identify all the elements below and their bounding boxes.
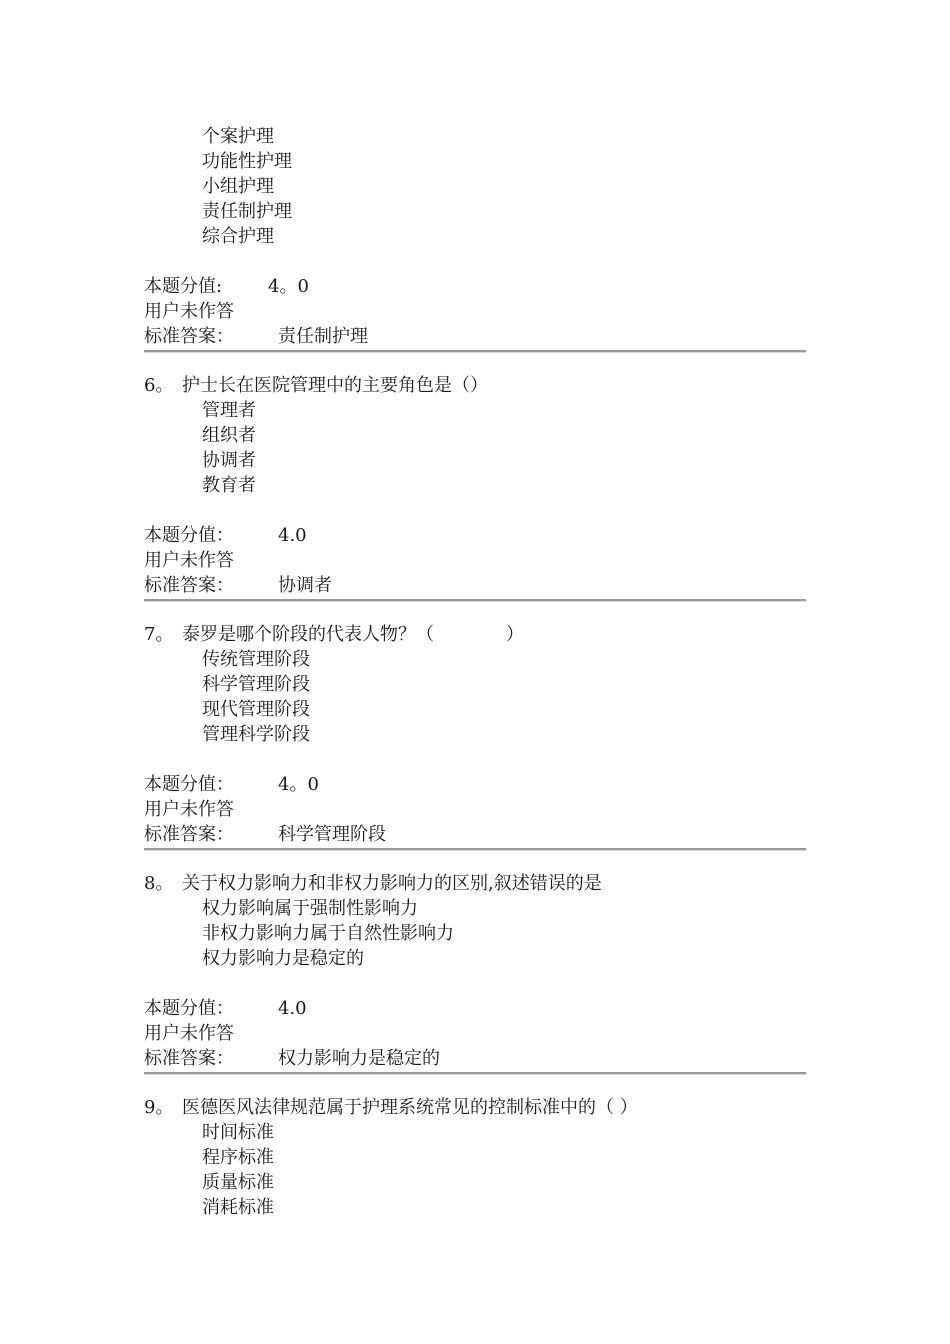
question-text-row bbox=[144, 622, 806, 647]
question-5-continued bbox=[144, 124, 806, 349]
answer-value: 责任制护理 bbox=[278, 326, 368, 347]
option: 权力影响力是稳定的 bbox=[202, 948, 364, 969]
score-label: 本题分值： bbox=[144, 525, 234, 546]
answer-value: 科学管理阶段 bbox=[278, 824, 386, 845]
option: 传统管理阶段 bbox=[202, 649, 310, 670]
question-text-row bbox=[144, 871, 806, 896]
score-row bbox=[144, 523, 806, 548]
score-value: 4。0 bbox=[268, 276, 309, 297]
answer-status: 用户未作答 bbox=[144, 799, 234, 820]
option: 管理科学阶段 bbox=[202, 724, 310, 745]
score-row bbox=[144, 772, 806, 797]
question-text: 护士长在医院管理中的主要角色是（） bbox=[182, 375, 488, 396]
divider bbox=[144, 599, 806, 602]
option: 管理者 bbox=[202, 400, 256, 421]
divider bbox=[144, 1072, 806, 1075]
question-6 bbox=[144, 373, 806, 598]
option: 权力影响属于强制性影响力 bbox=[202, 898, 418, 919]
score-label: 本题分值: bbox=[144, 276, 223, 297]
question-text: 医德医风法律规范属于护理系统常见的控制标准中的（ ） bbox=[182, 1097, 638, 1118]
option: 现代管理阶段 bbox=[202, 699, 310, 720]
option: 协调者 bbox=[202, 450, 256, 471]
option: 责任制护理 bbox=[202, 201, 292, 222]
question-text-row bbox=[144, 373, 806, 398]
divider bbox=[144, 350, 806, 353]
answer-row bbox=[144, 1046, 806, 1071]
question-text: 关于权力影响力和非权力影响力的区别,叙述错误的是 bbox=[182, 873, 602, 894]
score-value: 4。0 bbox=[278, 774, 319, 795]
question-8 bbox=[144, 871, 806, 1071]
answer-label: 标准答案： bbox=[144, 575, 234, 596]
question-number: 9。 bbox=[144, 1097, 174, 1118]
option: 消耗标准 bbox=[202, 1197, 274, 1218]
option: 时间标准 bbox=[202, 1122, 274, 1143]
answer-label: 标准答案： bbox=[144, 824, 234, 845]
answer-label: 标准答案： bbox=[144, 326, 234, 347]
answer-row bbox=[144, 573, 806, 598]
question-number: 8。 bbox=[144, 873, 174, 894]
question-9 bbox=[144, 1095, 806, 1220]
answer-status: 用户未作答 bbox=[144, 301, 234, 322]
answer-row bbox=[144, 822, 806, 847]
answer-value: 协调者 bbox=[278, 575, 332, 596]
option: 质量标准 bbox=[202, 1172, 274, 1193]
score-label: 本题分值： bbox=[144, 774, 234, 795]
option: 教育者 bbox=[202, 475, 256, 496]
answer-row bbox=[144, 324, 806, 349]
score-row bbox=[144, 274, 806, 299]
option: 个案护理 bbox=[202, 126, 274, 147]
question-text-row bbox=[144, 1095, 806, 1120]
question-text: 泰罗是哪个阶段的代表人物？（ ） bbox=[182, 624, 524, 645]
score-value: 4.0 bbox=[278, 525, 307, 546]
option: 综合护理 bbox=[202, 226, 274, 247]
option: 功能性护理 bbox=[202, 151, 292, 172]
score-row bbox=[144, 996, 806, 1021]
score-label: 本题分值： bbox=[144, 998, 234, 1019]
question-number: 7。 bbox=[144, 624, 174, 645]
answer-label: 标准答案： bbox=[144, 1048, 234, 1069]
question-number: 6。 bbox=[144, 375, 174, 396]
answer-status: 用户未作答 bbox=[144, 550, 234, 571]
answer-status: 用户未作答 bbox=[144, 1023, 234, 1044]
option: 科学管理阶段 bbox=[202, 674, 310, 695]
option: 非权力影响力属于自然性影响力 bbox=[202, 923, 454, 944]
option: 程序标准 bbox=[202, 1147, 274, 1168]
divider bbox=[144, 848, 806, 851]
option: 组织者 bbox=[202, 425, 256, 446]
answer-value: 权力影响力是稳定的 bbox=[278, 1048, 440, 1069]
question-7 bbox=[144, 622, 806, 847]
option: 小组护理 bbox=[202, 176, 274, 197]
score-value: 4.0 bbox=[278, 998, 307, 1019]
